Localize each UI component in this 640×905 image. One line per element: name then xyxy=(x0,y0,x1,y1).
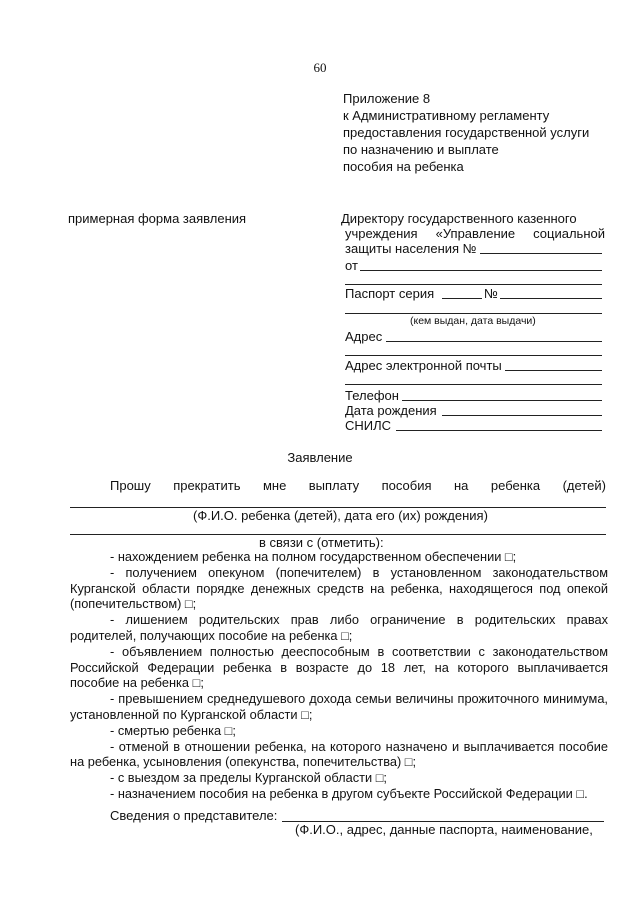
page-number: 60 xyxy=(313,60,327,75)
passport-number-label: № xyxy=(484,286,498,301)
statement-title: Заявление xyxy=(287,450,353,465)
request-word: (детей) xyxy=(562,478,606,493)
form-label: примерная форма заявления xyxy=(68,211,247,226)
request-line xyxy=(110,478,606,493)
email-field[interactable] xyxy=(505,370,602,371)
passport-issued-note: (кем выдан, дата выдачи) xyxy=(410,315,536,327)
reasons-list xyxy=(70,549,608,802)
representative-label: Сведения о представителе: xyxy=(110,808,278,823)
email-field-2[interactable] xyxy=(345,384,602,385)
institution-number-label: защиты населения № xyxy=(345,241,477,256)
address-field[interactable] xyxy=(386,341,602,342)
passport-series-field[interactable] xyxy=(442,298,482,299)
addressee-line2 xyxy=(345,226,605,241)
annex-line: к Административному регламенту xyxy=(343,108,550,123)
reason-item[interactable]: - получением опекуном (попечителем) в установленном законодательством Курганской области порядке денежных средств на ребенка, находящегося под опекой (попечительством) □; xyxy=(70,564,608,612)
annex-line: по назначению и выплате xyxy=(343,142,499,157)
annex-line: Приложение 8 xyxy=(343,91,431,106)
phone-field[interactable] xyxy=(402,400,602,401)
reason-item[interactable]: - превышением среднедушевого дохода семьи величины прожиточного минимума, установленной по Курганской области □; xyxy=(70,691,608,722)
request-word: пособия xyxy=(381,478,432,493)
from-field-2[interactable] xyxy=(345,284,602,285)
child-note: (Ф.И.О. ребенка (детей), дата его (их) рождения) xyxy=(193,508,488,523)
request-word: прекратить xyxy=(173,478,241,493)
institution-number-field[interactable] xyxy=(480,253,602,254)
request-word: на xyxy=(454,478,469,493)
request-word: ребенка xyxy=(490,478,541,493)
phone-label: Телефон xyxy=(345,388,399,403)
birth-date-field[interactable] xyxy=(442,415,602,416)
annex-line: предоставления государственной услуги xyxy=(343,125,590,140)
request-word: мне xyxy=(262,478,287,493)
request-word: Прошу xyxy=(110,478,151,493)
annex-header xyxy=(343,90,589,175)
reason-item[interactable]: - смертью ребенка □; xyxy=(110,722,236,738)
birth-date-label: Дата рождения xyxy=(345,403,437,418)
reason-item[interactable]: - объявлением полностью дееспособным в соответствии с законодательством Российской Федерации ребенка в возрасте до 18 лет, на которого выплачивается пособие на ребенка □; xyxy=(70,643,608,691)
reason-item[interactable]: - лишением родительских прав либо ограничение в родительских правах родителей, получающих пособие на ребенка □; xyxy=(70,612,608,643)
snils-label: СНИЛС xyxy=(345,418,392,433)
passport-issued-field[interactable] xyxy=(345,313,602,314)
address-label: Адрес xyxy=(345,329,383,344)
from-label: от xyxy=(345,258,358,273)
addressee-word: учреждения xyxy=(345,226,418,241)
reason-item[interactable]: - нахождением ребенка на полном государственном обеспечении □; xyxy=(110,549,517,564)
reason-item[interactable]: - с выездом за пределы Курганской области □; xyxy=(110,770,387,786)
reason-item[interactable]: - назначением пособия на ребенка в другом субъекте Российской Федерации □. xyxy=(110,785,588,801)
request-word: выплату xyxy=(308,478,360,493)
in-connection-label: в связи с (отметить): xyxy=(259,535,384,550)
reason-item[interactable]: - отменой в отношении ребенка, на которого назначено и выплачивается пособие на ребенка, усыновления (опекунства, попечительства) □; xyxy=(70,738,608,770)
address-field-2[interactable] xyxy=(345,355,602,356)
representative-note: (Ф.И.О., адрес, данные паспорта, наименование, xyxy=(295,822,593,837)
annex-line: пособия на ребенка xyxy=(343,159,464,174)
addressee-line3 xyxy=(345,241,477,256)
email-label: Адрес электронной почты xyxy=(345,358,502,373)
snils-field[interactable] xyxy=(396,430,602,431)
from-field[interactable] xyxy=(360,270,602,271)
addressee-line1: Директору государственного казенного xyxy=(341,211,577,226)
addressee-word: «Управление xyxy=(435,226,516,241)
passport-number-field[interactable] xyxy=(500,298,602,299)
addressee-word: социальной xyxy=(533,226,605,241)
passport-series-label: Паспорт серия xyxy=(345,286,435,301)
